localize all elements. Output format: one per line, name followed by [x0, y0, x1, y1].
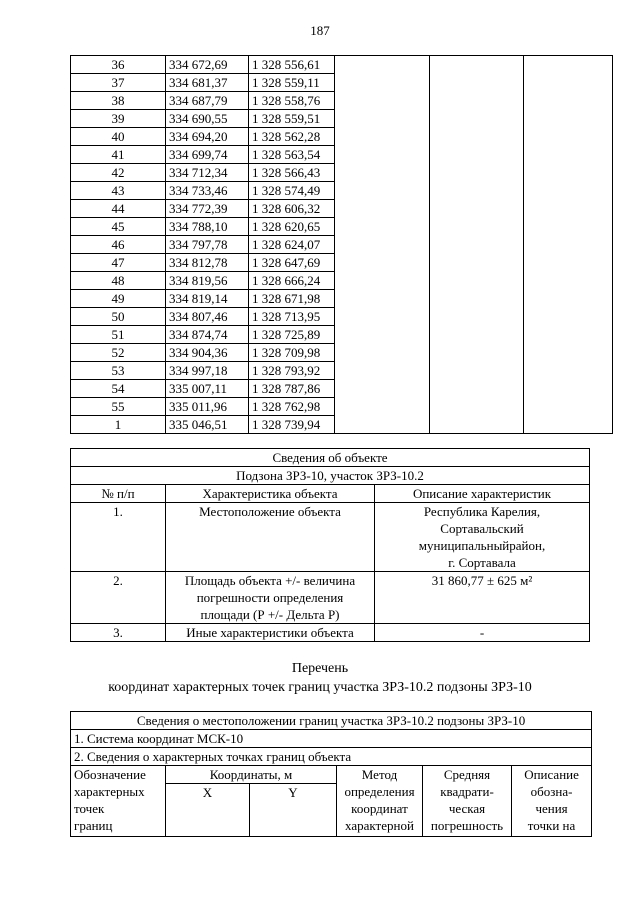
coordinate-y: 1 328 606,32	[249, 200, 335, 218]
point-number: 47	[71, 254, 166, 272]
empty-cell	[524, 182, 613, 200]
object-info-subtitle: Подзона ЗРЗ-10, участок ЗРЗ-10.2	[71, 467, 590, 485]
row-num: 2.	[71, 572, 166, 624]
empty-cell	[335, 236, 430, 254]
coordinate-y: 1 328 624,07	[249, 236, 335, 254]
point-number: 37	[71, 74, 166, 92]
empty-cell	[430, 326, 524, 344]
empty-cell	[430, 200, 524, 218]
coordinate-y: 1 328 762,98	[249, 398, 335, 416]
row-description: -	[375, 624, 590, 642]
col-method: Метод определения координат характерной	[337, 766, 423, 837]
coordinate-row	[71, 308, 613, 326]
row-num: 1.	[71, 503, 166, 572]
coordinate-x: 334 797,78	[166, 236, 249, 254]
empty-cell	[335, 146, 430, 164]
empty-cell	[524, 272, 613, 290]
coordinate-row	[71, 56, 613, 74]
col-coordinates: Координаты, м	[166, 766, 337, 784]
coordinate-row	[71, 362, 613, 380]
coordinate-row	[71, 218, 613, 236]
coordinate-system-row: 1. Система координат МСК-10	[71, 730, 592, 748]
coordinate-x: 334 699,74	[166, 146, 249, 164]
point-number: 1	[71, 416, 166, 434]
object-info-table	[70, 448, 590, 642]
empty-cell	[430, 398, 524, 416]
empty-cell	[524, 380, 613, 398]
header-num: № п/п	[71, 485, 166, 503]
coordinate-x: 334 712,34	[166, 164, 249, 182]
coordinate-row	[71, 398, 613, 416]
empty-cell	[430, 362, 524, 380]
empty-cell	[524, 344, 613, 362]
object-info-title: Сведения об объекте	[71, 449, 590, 467]
row-description: 31 860,77 ± 625 м²	[375, 572, 590, 624]
empty-cell	[430, 308, 524, 326]
coordinate-row	[71, 380, 613, 398]
empty-cell	[430, 146, 524, 164]
empty-cell	[524, 416, 613, 434]
list-heading-subtitle: координат характерных точек границ участка ЗРЗ-10.2 подзоны ЗРЗ-10	[108, 680, 532, 695]
empty-cell	[524, 200, 613, 218]
coordinate-x: 334 733,46	[166, 182, 249, 200]
empty-cell	[335, 218, 430, 236]
coordinate-x: 334 687,79	[166, 92, 249, 110]
coordinate-y: 1 328 558,76	[249, 92, 335, 110]
point-number: 39	[71, 110, 166, 128]
empty-cell	[524, 326, 613, 344]
coordinate-row	[71, 290, 613, 308]
empty-cell	[335, 200, 430, 218]
coordinate-row	[71, 200, 613, 218]
coordinate-y: 1 328 739,94	[249, 416, 335, 434]
empty-cell	[524, 362, 613, 380]
point-number: 44	[71, 200, 166, 218]
empty-cell	[524, 218, 613, 236]
coordinate-row	[71, 146, 613, 164]
col-y: Y	[250, 784, 337, 837]
empty-cell	[430, 254, 524, 272]
empty-cell	[335, 272, 430, 290]
empty-cell	[335, 56, 430, 74]
row-num: 3.	[71, 624, 166, 642]
coordinate-row	[71, 182, 613, 200]
coordinate-x: 334 694,20	[166, 128, 249, 146]
col-description: Описание обозна- чения точки на	[512, 766, 592, 837]
row-characteristic: Площадь объекта +/- величина погрешности определения площади (Р +/- Дельта Р)	[166, 572, 375, 624]
col-error: Средняя квадрати- ческая погрешность	[423, 766, 512, 837]
empty-cell	[430, 380, 524, 398]
coordinate-x: 335 046,51	[166, 416, 249, 434]
coordinate-row	[71, 254, 613, 272]
coordinate-y: 1 328 620,65	[249, 218, 335, 236]
point-number: 49	[71, 290, 166, 308]
point-number: 48	[71, 272, 166, 290]
coordinate-x: 335 007,11	[166, 380, 249, 398]
empty-cell	[430, 110, 524, 128]
location-table	[70, 711, 592, 837]
list-heading-title: Перечень	[291, 661, 349, 676]
coordinate-y: 1 328 713,95	[249, 308, 335, 326]
coordinate-y: 1 328 563,54	[249, 146, 335, 164]
point-number: 53	[71, 362, 166, 380]
empty-cell	[335, 308, 430, 326]
empty-cell	[524, 128, 613, 146]
point-number: 36	[71, 56, 166, 74]
header-characteristic: Характеристика объекта	[166, 485, 375, 503]
coordinate-row	[71, 110, 613, 128]
empty-cell	[335, 326, 430, 344]
point-number: 46	[71, 236, 166, 254]
point-number: 55	[71, 398, 166, 416]
coordinate-x: 334 997,18	[166, 362, 249, 380]
coordinate-y: 1 328 725,89	[249, 326, 335, 344]
empty-cell	[430, 74, 524, 92]
empty-cell	[524, 236, 613, 254]
empty-cell	[335, 380, 430, 398]
point-number: 42	[71, 164, 166, 182]
page-number: 187	[310, 23, 330, 38]
coordinate-row	[71, 128, 613, 146]
point-number: 45	[71, 218, 166, 236]
empty-cell	[430, 128, 524, 146]
coordinate-y: 1 328 647,69	[249, 254, 335, 272]
point-number: 51	[71, 326, 166, 344]
coordinate-x: 334 672,69	[166, 56, 249, 74]
coordinate-y: 1 328 566,43	[249, 164, 335, 182]
empty-cell	[524, 56, 613, 74]
empty-cell	[335, 110, 430, 128]
point-number: 38	[71, 92, 166, 110]
location-title: Сведения о местоположении границ участка ЗРЗ-10.2 подзоны ЗРЗ-10	[71, 712, 592, 730]
empty-cell	[430, 164, 524, 182]
coordinate-x: 334 681,37	[166, 74, 249, 92]
coordinate-y: 1 328 562,28	[249, 128, 335, 146]
empty-cell	[524, 74, 613, 92]
point-number: 54	[71, 380, 166, 398]
coordinate-y: 1 328 559,11	[249, 74, 335, 92]
empty-cell	[524, 92, 613, 110]
coordinate-row	[71, 92, 613, 110]
empty-cell	[524, 290, 613, 308]
empty-cell	[430, 182, 524, 200]
empty-cell	[524, 308, 613, 326]
coordinate-row	[71, 236, 613, 254]
empty-cell	[335, 254, 430, 272]
empty-cell	[430, 416, 524, 434]
empty-cell	[335, 128, 430, 146]
row-characteristic: Иные характеристики объекта	[166, 624, 375, 642]
coordinates-table	[70, 55, 613, 434]
col-designation: Обозначение характерных точек границ	[71, 766, 166, 837]
coordinate-x: 334 874,74	[166, 326, 249, 344]
coordinate-y: 1 328 666,24	[249, 272, 335, 290]
header-description: Описание характеристик	[375, 485, 590, 503]
empty-cell	[430, 290, 524, 308]
coordinate-row	[71, 74, 613, 92]
empty-cell	[430, 218, 524, 236]
coordinate-y: 1 328 671,98	[249, 290, 335, 308]
empty-cell	[524, 164, 613, 182]
coordinate-y: 1 328 556,61	[249, 56, 335, 74]
coordinate-row	[71, 164, 613, 182]
coordinate-y: 1 328 709,98	[249, 344, 335, 362]
coordinate-x: 334 812,78	[166, 254, 249, 272]
empty-cell	[335, 164, 430, 182]
empty-cell	[524, 146, 613, 164]
empty-cell	[524, 398, 613, 416]
empty-cell	[524, 110, 613, 128]
empty-cell	[335, 362, 430, 380]
coordinate-x: 334 819,56	[166, 272, 249, 290]
coordinate-x: 334 690,55	[166, 110, 249, 128]
empty-cell	[335, 74, 430, 92]
empty-cell	[335, 92, 430, 110]
point-number: 50	[71, 308, 166, 326]
empty-cell	[430, 236, 524, 254]
coordinate-row	[71, 416, 613, 434]
coordinate-y: 1 328 793,92	[249, 362, 335, 380]
point-number: 40	[71, 128, 166, 146]
empty-cell	[430, 56, 524, 74]
point-number: 41	[71, 146, 166, 164]
empty-cell	[524, 254, 613, 272]
coordinate-row	[71, 272, 613, 290]
coordinate-x: 334 819,14	[166, 290, 249, 308]
coordinate-y: 1 328 574,49	[249, 182, 335, 200]
point-number: 43	[71, 182, 166, 200]
row-characteristic: Местоположение объекта	[166, 503, 375, 572]
empty-cell	[335, 182, 430, 200]
row-description: Республика Карелия, Сортавальский муниципальныйрайон, г. Сортавала	[375, 503, 590, 572]
empty-cell	[335, 398, 430, 416]
empty-cell	[335, 344, 430, 362]
coordinate-y: 1 328 787,86	[249, 380, 335, 398]
points-info-row: 2. Сведения о характерных точках границ объекта	[71, 748, 592, 766]
coordinate-row	[71, 326, 613, 344]
coordinate-row	[71, 344, 613, 362]
coordinate-y: 1 328 559,51	[249, 110, 335, 128]
coordinate-x: 334 788,10	[166, 218, 249, 236]
point-number: 52	[71, 344, 166, 362]
empty-cell	[430, 272, 524, 290]
empty-cell	[430, 92, 524, 110]
coordinate-x: 335 011,96	[166, 398, 249, 416]
empty-cell	[430, 344, 524, 362]
empty-cell	[335, 290, 430, 308]
coordinate-x: 334 807,46	[166, 308, 249, 326]
coordinate-x: 334 904,36	[166, 344, 249, 362]
col-x: X	[166, 784, 250, 837]
coordinate-x: 334 772,39	[166, 200, 249, 218]
empty-cell	[335, 416, 430, 434]
